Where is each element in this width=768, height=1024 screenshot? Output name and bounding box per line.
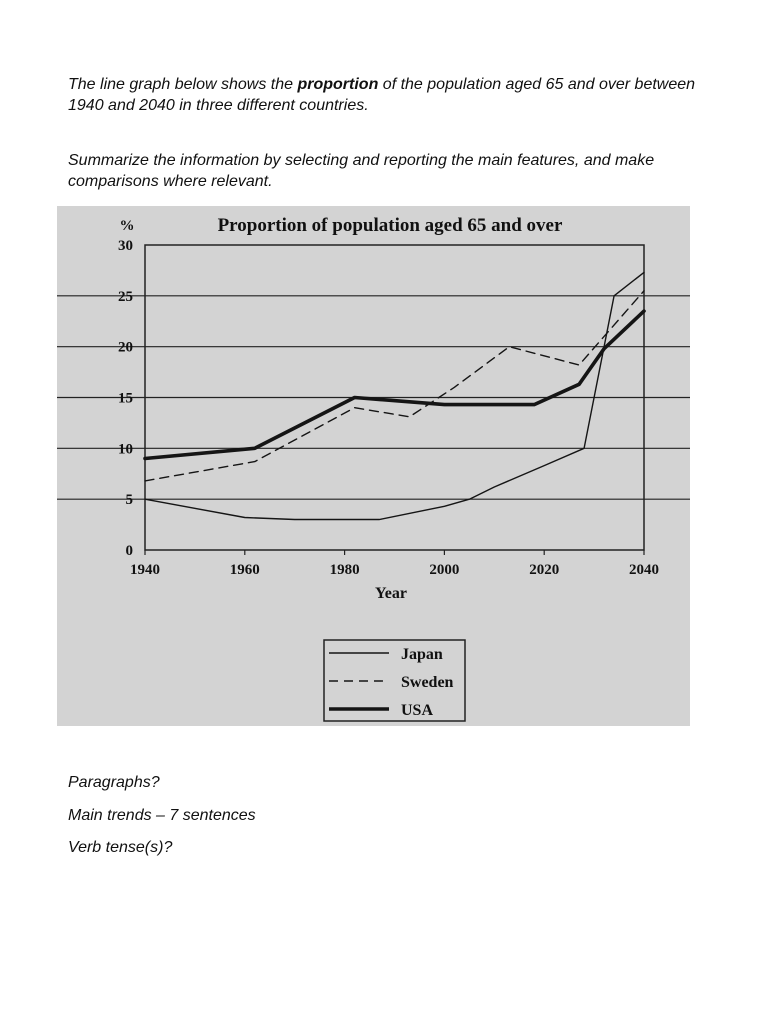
intro-bold-word: proportion <box>297 76 379 93</box>
y-tick-label-5: 5 <box>125 492 133 509</box>
task-paragraph: Summarize the information by selecting and reporting the main features, and make comparisons where relevant. <box>68 152 655 190</box>
chart-title: Proportion of population aged 65 and over <box>217 215 563 236</box>
question-verb-tense: Verb tense(s)? <box>68 839 173 856</box>
x-tick-label-1980: 1980 <box>329 562 360 578</box>
y-axis-ticks <box>118 238 133 559</box>
x-tick-label-1960: 1960 <box>229 562 260 578</box>
y-tick-label-15: 15 <box>118 390 133 407</box>
legend-label-japan: Japan <box>401 646 443 663</box>
x-tick-label-2040: 2040 <box>629 562 659 578</box>
question-paragraphs: Paragraphs? <box>68 774 160 791</box>
y-tick-label-10: 10 <box>118 441 133 458</box>
question-main-trends: Main trends – 7 sentences <box>68 807 256 824</box>
chart-figure <box>57 206 690 726</box>
y-tick-label-20: 20 <box>118 339 133 356</box>
x-tick-label-1940: 1940 <box>130 562 160 578</box>
series-lines <box>145 272 644 519</box>
x-tick-label-2020: 2020 <box>529 562 560 578</box>
y-tick-label-30: 30 <box>118 238 133 254</box>
x-axis-label: Year <box>375 585 407 602</box>
y-tick-label-25: 25 <box>118 288 133 305</box>
intro-text-after: of the population aged 65 and over between 1940 and 2040 in three different countries. <box>68 76 696 114</box>
legend <box>324 640 465 721</box>
line-chart <box>57 206 690 726</box>
y-tick-label-0: 0 <box>125 543 133 559</box>
intro-text-before: The line graph below shows the <box>68 76 298 93</box>
series-line-usa <box>145 311 644 458</box>
legend-label-usa: USA <box>401 702 434 719</box>
x-tick-label-2000: 2000 <box>429 562 460 578</box>
series-line-japan <box>145 272 644 519</box>
legend-label-sweden: Sweden <box>401 674 454 691</box>
intro-paragraph <box>68 74 708 116</box>
y-axis-label: % <box>119 218 135 234</box>
x-axis-ticks <box>130 550 659 578</box>
